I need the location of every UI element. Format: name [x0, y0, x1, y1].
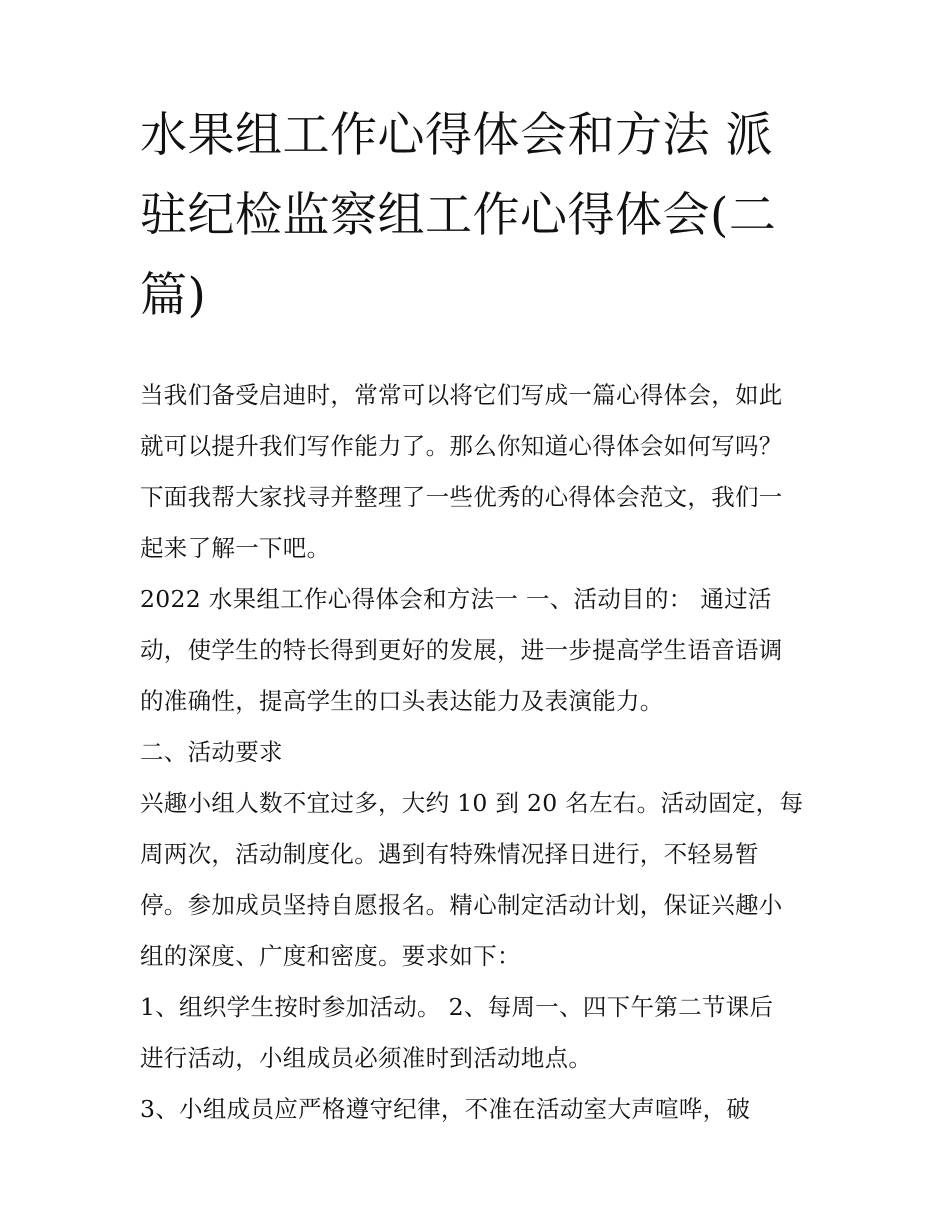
title-line: 篇)	[140, 268, 207, 323]
body-line: 组的深度、广度和密度。要求如下：	[140, 942, 521, 970]
body-line: 1、组织学生按时参加活动。 2、每周一、四下午第二节课后	[140, 993, 774, 1021]
body-line: 的准确性，提高学生的口头表达能力及表演能力。	[140, 687, 664, 715]
body-line: 兴趣小组人数不宜过多，大约 10 到 20 名左右。活动固定，每	[140, 789, 804, 817]
title-spacer	[140, 352, 820, 384]
document-title	[140, 108, 820, 352]
body-line: 下面我帮大家找寻并整理了一些优秀的心得体会范文，我们一	[140, 483, 783, 511]
body-line: 2022 水果组工作心得体会和方法一 一、活动目的： 通过活	[140, 585, 772, 613]
document-body	[140, 381, 820, 1149]
document-page	[140, 108, 820, 1149]
body-line: 周两次，活动制度化。遇到有特殊情况择日进行，不轻易暂	[140, 840, 759, 868]
body-line: 二、活动要求	[140, 738, 283, 766]
body-line: 就可以提升我们写作能力了。那么你知道心得体会如何写吗？	[140, 432, 783, 460]
body-line: 3、小组成员应严格遵守纪律，不准在活动室大声喧哗，破	[140, 1095, 751, 1123]
body-line: 停。参加成员坚持自愿报名。精心制定活动计划，保证兴趣小	[140, 891, 783, 919]
title-line: 驻纪检监察组工作心得体会(二	[140, 188, 777, 243]
body-line: 起来了解一下吧。	[140, 534, 331, 562]
title-line: 水果组工作心得体会和方法 派	[140, 108, 773, 163]
body-line: 当我们备受启迪时，常常可以将它们写成一篇心得体会，如此	[140, 381, 783, 409]
body-line: 进行活动，小组成员必须准时到活动地点。	[140, 1044, 593, 1072]
body-line: 动，使学生的特长得到更好的发展，进一步提高学生语音语调	[140, 636, 783, 664]
